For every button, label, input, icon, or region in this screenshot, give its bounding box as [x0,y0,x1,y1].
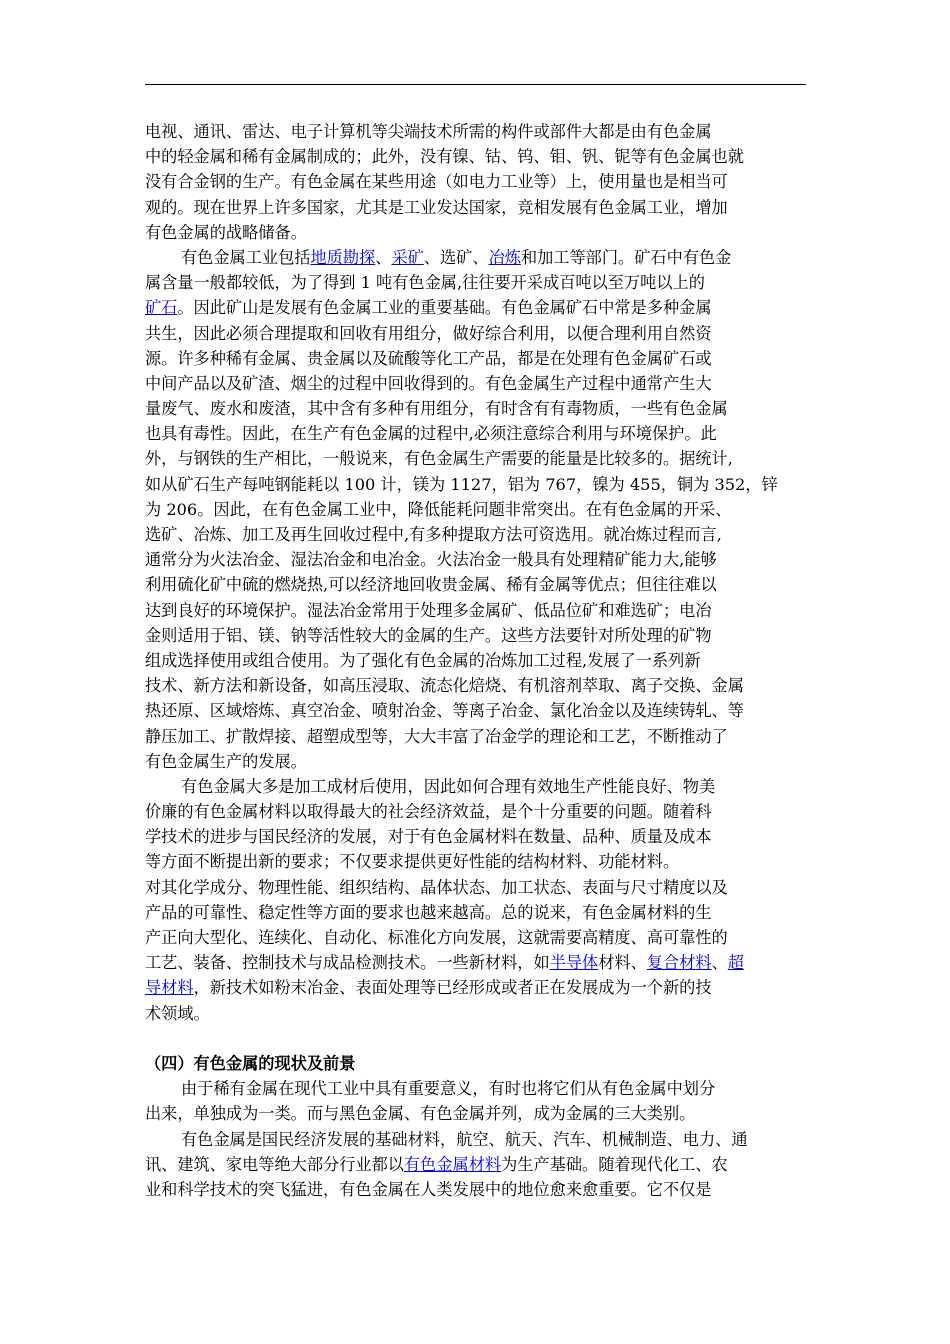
text-line: 有色金属大多是加工成材后使用，因此如何合理有效地生产性能良好、物美 [181,776,716,796]
text-line: 有色金属的战略储备。 [145,222,307,242]
text-line: 属含量一般都较低，为了得到 1 吨有色金属,往往要开采成百吨以至万吨以上的 [145,273,705,293]
link-superconducting-material[interactable]: 导材料 [145,978,194,998]
link-mining[interactable]: 采矿 [391,247,424,267]
text-line: 学技术的进步与国民经济的发展，对于有色金属材料在数量、品种、质量及成本 [145,827,712,847]
text-line: 业和科学技术的突飞猛进，有色金属在人类发展中的地位愈来愈重要。它不仅是 [145,1179,712,1199]
text-line: 共生，因此必须合理提取和回收有用组分，做好综合利用，以便合理利用自然资 [145,323,712,343]
text-line: 源。许多种稀有金属、贵金属以及硫酸等化工产品，都是在处理有色金属矿石或 [145,348,712,368]
paragraph-3 [145,774,815,1026]
text-line: 达到良好的环境保护。湿法冶金常用于处理多金属矿、低品位矿和难选矿；电冶 [145,600,712,620]
text-line: 静压加工、扩散焊接、超塑成型等，大大丰富了冶金学的理论和工艺，不断推动了 [145,726,728,746]
text-line: 电视、通讯、雷达、电子计算机等尖端技术所需的构件或部件大都是由有色金属 [145,122,712,141]
text-line: 观的。现在世界上许多国家，尤其是工业发达国家，竞相发展有色金属工业，增加 [145,197,728,217]
text-line: 组成选择使用或组合使用。为了强化有色金属的冶炼加工过程,发展了一系列新 [145,650,701,670]
link-semiconductor[interactable]: 半导体 [549,953,599,973]
link-composite-material[interactable]: 复合材料 [646,953,712,973]
link-superconducting-material[interactable]: 超 [727,953,744,973]
text-line: 外，与钢铁的生产相比，一般说来，有色金属生产需要的能量是比较多的。据统计, [145,449,733,469]
text-line: 为 206。因此，在有色金属工业中，降低能耗问题非常突出。在有色金属的开采、 [145,499,732,519]
paragraph-2 [145,245,815,774]
text-line: 如从矿石生产每吨钢能耗以 100 计，镁为 1127，铝为 767，镍为 455，铜为 352，锌 [145,474,778,494]
text-line: 价廉的有色金属材料以取得最大的社会经济效益，是个十分重要的问题。随着科 [145,802,712,822]
text-line: 中间产品以及矿渣、烟尘的过程中回收得到的。有色金属生产过程中通常产生大 [145,373,712,393]
text-span: 和加工等部门。矿石中有色金 [520,247,732,267]
paragraph-5 [145,1127,815,1203]
text-span: 材料、 [598,953,647,973]
text-span: 工艺、装备、控制技术与成品检测技术。一些新材料，如 [145,953,550,973]
text-line: 等方面不断提出新的要求；不仅要求提供更好性能的结构材料、功能材料。 [145,852,680,872]
document-body [145,119,815,1202]
text-span: ，新技术如粉末冶金、表面处理等已经形成或者正在发展成为一个新的技 [193,978,712,998]
text-line: 术领域。 [145,1003,210,1023]
text-line [145,1152,815,1177]
paragraph-1 [145,119,815,245]
text-line: 中的轻金属和稀有金属制成的；此外，没有镍、钴、钨、钼、钒、铌等有色金属也就 [145,147,744,167]
text-line: 出来，单独成为一类。而与黑色金属、有色金属并列，成为金属的三大类别。 [145,1104,696,1124]
text-span: 为生产基础。随着现代化工、农 [501,1154,728,1174]
link-ore[interactable]: 矿石 [145,298,178,318]
text-line: 热还原、区域熔炼、真空冶金、喷射冶金、等离子冶金、氯化冶金以及连续铸轧、等 [145,701,744,721]
text-span: 讯、建筑、家电等绝大部分行业都以 [145,1154,404,1174]
blank-line [145,1026,815,1051]
header-rule [145,84,806,85]
text-line: 也具有毒性。因此，在生产有色金属的过程中,必须注意综合利用与环境保护。此 [145,424,717,444]
link-nonferrous-materials[interactable]: 有色金属材料 [404,1154,502,1174]
text-span: 。因此矿山是发展有色金属工业的重要基础。有色金属矿石中常是多种金属 [177,298,712,318]
text-line: 没有合金钢的生产。有色金属在某些用途（如电力工业等）上，使用量也是相当可 [145,172,728,192]
text-line: 技术、新方法和新设备，如高压浸取、流态化焙烧、有机溶剂萃取、离子交换、金属 [145,676,744,696]
paragraph-4 [145,1076,815,1126]
text-line: 金则适用于铝、镁、钠等活性较大的金属的生产。这些方法要针对所处理的矿物 [145,625,712,645]
link-smelting[interactable]: 冶炼 [488,247,521,267]
text-line: 通常分为火法冶金、湿法冶金和电冶金。火法冶金一般具有处理精矿能力大,能够 [145,550,717,570]
text-line: 有色金属是国民经济发展的基础材料，航空、航天、汽车、机械制造、电力、通 [181,1129,748,1149]
text-line: 利用硫化矿中硫的燃烧热,可以经济地回收贵金属、稀有金属等优点；但往往难以 [145,575,717,595]
text-line: 产品的可靠性、稳定性等方面的要求也越来越高。总的说来，有色金属材料的生 [145,902,712,922]
text-line [145,295,815,320]
section-heading: （四）有色金属的现状及前景 [145,1053,356,1073]
text-span: 、 [711,953,728,973]
text-line [145,950,815,975]
text-line: 产正向大型化、连续化、自动化、标准化方向发展，这就需要高精度、高可靠性的 [145,928,728,947]
text-line: 对其化学成分、物理性能、组织结构、晶体状态、加工状态、表面与尺寸精度以及 [145,877,728,897]
text-span: 有色金属工业包括 [181,247,311,267]
text-span: 、 [375,247,392,267]
text-line: 有色金属生产的发展。 [145,751,307,771]
link-geological-exploration[interactable]: 地质勘探 [310,247,376,267]
text-line [145,975,815,1000]
text-line: 由于稀有金属在现代工业中具有重要意义，有时也将它们从有色金属中划分 [181,1079,716,1099]
text-span: 、选矿、 [423,247,489,267]
text-line: 选矿、冶炼、加工及再生回收过程中,有多种提取方法可资选用。就冶炼过程而言, [145,525,722,544]
text-line [145,245,815,270]
text-line: 量废气、废水和废渣，其中含有多种有用组分，有时含有有毒物质，一些有色金属 [145,399,728,419]
